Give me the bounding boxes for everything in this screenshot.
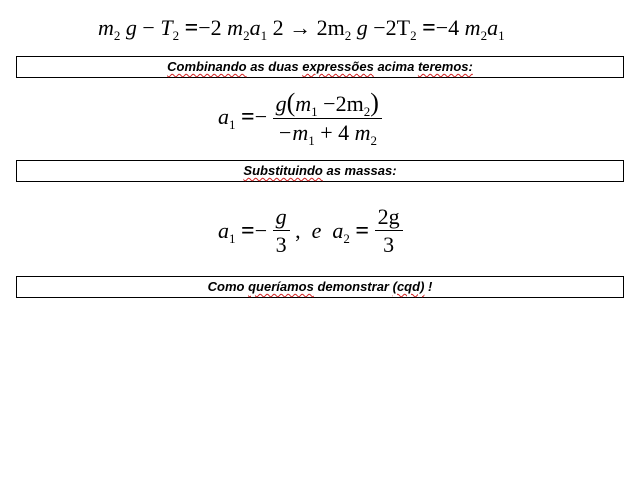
caption-word: as duas	[250, 59, 299, 74]
minus-sign: −	[142, 15, 155, 40]
var-m: m	[464, 15, 481, 40]
var-m: m	[98, 15, 114, 40]
var-a: a	[218, 218, 229, 243]
fraction	[375, 206, 403, 256]
caption-word: Como	[207, 279, 245, 294]
term-2T: 2T	[385, 15, 411, 40]
numerator	[375, 206, 403, 231]
number: 2	[272, 15, 284, 40]
fraction	[273, 88, 382, 148]
number: 3	[383, 232, 395, 257]
caption-box-substituting	[16, 160, 624, 182]
fraction	[273, 206, 290, 256]
caption-word: queríamos	[248, 279, 314, 294]
var-g: g	[125, 15, 137, 40]
minus-sign: −	[254, 218, 268, 243]
minus-sign: −	[254, 104, 268, 129]
var-a: a	[487, 15, 499, 40]
equation-result	[218, 206, 403, 256]
equals-sign: =	[241, 218, 255, 244]
var-m: m	[295, 91, 312, 116]
denominator	[273, 231, 290, 256]
subscript: 1	[311, 104, 318, 119]
denominator	[273, 119, 382, 148]
minus-sign: −	[323, 91, 336, 116]
coef: −2	[198, 15, 222, 40]
caption-word: Substituindo	[243, 163, 323, 178]
number: 4	[338, 120, 350, 145]
caption-word: !	[428, 279, 433, 294]
subscript: 2	[410, 28, 417, 43]
var-g: g	[275, 91, 287, 116]
denominator	[375, 231, 403, 256]
number: 3	[275, 232, 287, 257]
equals-sign: =	[184, 15, 199, 41]
caption-word: (cqd)	[392, 279, 425, 294]
term-2m: 2m	[335, 91, 364, 116]
term-2m: 2m	[316, 15, 345, 40]
equals-sign: =	[241, 104, 255, 130]
var-m: m	[227, 15, 244, 40]
paren: )	[370, 88, 379, 117]
equation-a1-fraction	[218, 88, 382, 148]
equation-line-1	[98, 15, 505, 43]
var-T: T	[160, 15, 173, 40]
var-a: a	[249, 15, 261, 40]
plus-sign: +	[320, 120, 333, 145]
equals-sign: =	[422, 15, 436, 41]
caption-word: expressões	[302, 59, 374, 74]
var-a: a	[218, 104, 229, 129]
var-m: −m	[277, 120, 309, 145]
var-m: m	[354, 120, 371, 145]
subscript: 2	[343, 231, 350, 246]
subscript: 1	[229, 231, 236, 246]
caption-word: acima	[377, 59, 415, 74]
equals-sign: =	[355, 218, 370, 244]
subscript: 2	[243, 28, 250, 43]
subscript: 2	[480, 28, 488, 43]
subscript: 2	[113, 28, 121, 43]
subscript: 2	[363, 104, 371, 119]
numerator	[273, 206, 290, 231]
var-a: a	[332, 218, 344, 243]
subscript: 1	[260, 28, 268, 43]
caption-word: as massas:	[326, 163, 397, 178]
subscript: 2	[172, 28, 180, 43]
caption-word: demonstrar	[317, 279, 389, 294]
subscript: 2	[370, 133, 378, 148]
caption-word: teremos:	[417, 59, 473, 74]
caption-box-combining	[16, 56, 624, 78]
var-g: g	[356, 15, 368, 40]
var-g: g	[275, 204, 287, 229]
comma: ,	[295, 218, 301, 243]
caption-box-qed	[16, 276, 624, 298]
paren: (	[286, 88, 296, 117]
subscript: 1	[308, 133, 315, 148]
conjunction: e	[311, 218, 322, 243]
caption-word: Combinando	[167, 59, 247, 74]
arrow-icon: →	[289, 15, 312, 40]
coef: −4	[435, 15, 460, 40]
term-2g: 2g	[377, 204, 400, 229]
subscript: 2	[344, 28, 352, 43]
subscript: 1	[498, 28, 505, 43]
minus-sign: −	[373, 15, 386, 40]
subscript: 1	[229, 117, 236, 132]
numerator	[273, 90, 382, 119]
